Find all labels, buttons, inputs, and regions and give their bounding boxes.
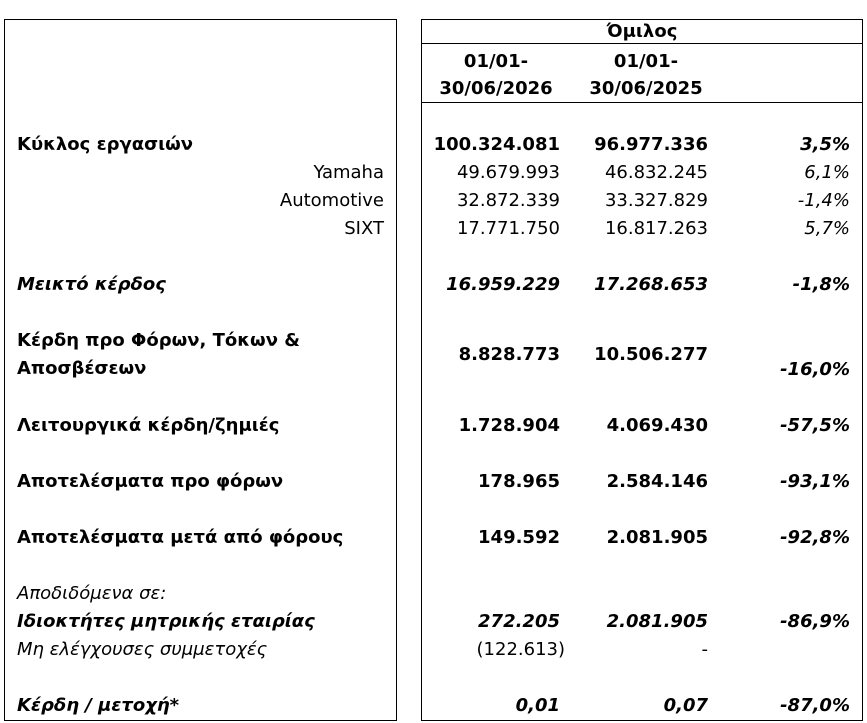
ebitda-label-line1: Κέρδη προ Φόρων, Τόκων & xyxy=(17,330,300,351)
gross-profit-label: Μεικτό κέρδος xyxy=(17,274,166,295)
operating-label: Λειτουργικά κέρδη/ζημιές xyxy=(17,415,280,436)
sixt-2026: 17.771.750 xyxy=(456,218,560,239)
automotive-2025: 33.327.829 xyxy=(604,190,708,211)
ebt-2026: 178.965 xyxy=(478,471,560,492)
revenue-2026: 100.324.081 xyxy=(433,134,560,155)
group-header: Όμιλος xyxy=(606,21,678,42)
eat-change: -92,8% xyxy=(780,527,850,548)
operating-change: -57,5% xyxy=(780,415,850,436)
yamaha-2026: 49.679.993 xyxy=(456,162,560,183)
eps-2025: 0,07 xyxy=(663,695,708,716)
automotive-change: -1,4% xyxy=(797,190,850,211)
eps-change: -87,0% xyxy=(780,695,850,716)
ebitda-change: -16,0% xyxy=(780,359,850,380)
owners-2026: 272.205 xyxy=(478,611,560,632)
eat-label: Αποτελέσματα μετά από φόρους xyxy=(17,527,344,548)
ebt-label: Αποτελέσματα προ φόρων xyxy=(17,471,284,492)
nci-2025: - xyxy=(701,639,708,660)
operating-2026: 1.728.904 xyxy=(458,415,560,436)
eat-2026: 149.592 xyxy=(478,527,560,548)
sixt-2025: 16.817.263 xyxy=(604,218,708,239)
period-2025-line2: 30/06/2025 xyxy=(589,78,703,99)
period-2025-line1: 01/01- xyxy=(613,51,679,72)
revenue-2025: 96.977.336 xyxy=(594,134,708,155)
ebt-2025: 2.584.146 xyxy=(606,471,708,492)
eps-2026: 0,01 xyxy=(515,695,560,716)
sixt-change: 5,7% xyxy=(804,218,850,239)
ebitda-2026: 8.828.773 xyxy=(458,344,560,365)
revenue-change: 3,5% xyxy=(800,134,850,155)
period-2026-line2: 30/06/2026 xyxy=(439,78,553,99)
operating-2025: 4.069.430 xyxy=(606,415,708,436)
automotive-2026: 32.872.339 xyxy=(456,190,560,211)
ebt-change: -93,1% xyxy=(780,471,850,492)
eat-2025: 2.081.905 xyxy=(606,527,708,548)
period-2026-line1: 01/01- xyxy=(463,51,529,72)
nci-2026: (122.613) xyxy=(476,639,565,660)
owners-2025: 2.081.905 xyxy=(606,611,708,632)
period-header-divider xyxy=(421,102,863,103)
revenue-label: Κύκλος εργασιών xyxy=(17,134,194,155)
sixt-label: SIXT xyxy=(344,218,384,239)
owners-label: Ιδιοκτήτες μητρικής εταιρίας xyxy=(17,611,315,632)
gross-profit-2025: 17.268.653 xyxy=(594,274,708,295)
eps-label: Κέρδη / μετοχή* xyxy=(17,695,180,716)
yamaha-change: 6,1% xyxy=(804,162,850,183)
ebitda-label-line2: Αποσβέσεων xyxy=(17,358,147,379)
yamaha-label: Yamaha xyxy=(313,162,384,183)
yamaha-2025: 46.832.245 xyxy=(604,162,708,183)
gross-profit-change: -1,8% xyxy=(792,274,850,295)
attributed-label: Αποδιδόμενα σε: xyxy=(17,583,167,604)
owners-change: -86,9% xyxy=(780,611,850,632)
automotive-label: Automotive xyxy=(279,190,384,211)
nci-label: Μη ελέγχουσες συμμετοχές xyxy=(17,639,268,660)
gross-profit-2026: 16.959.229 xyxy=(446,274,560,295)
ebitda-2025: 10.506.277 xyxy=(594,344,708,365)
